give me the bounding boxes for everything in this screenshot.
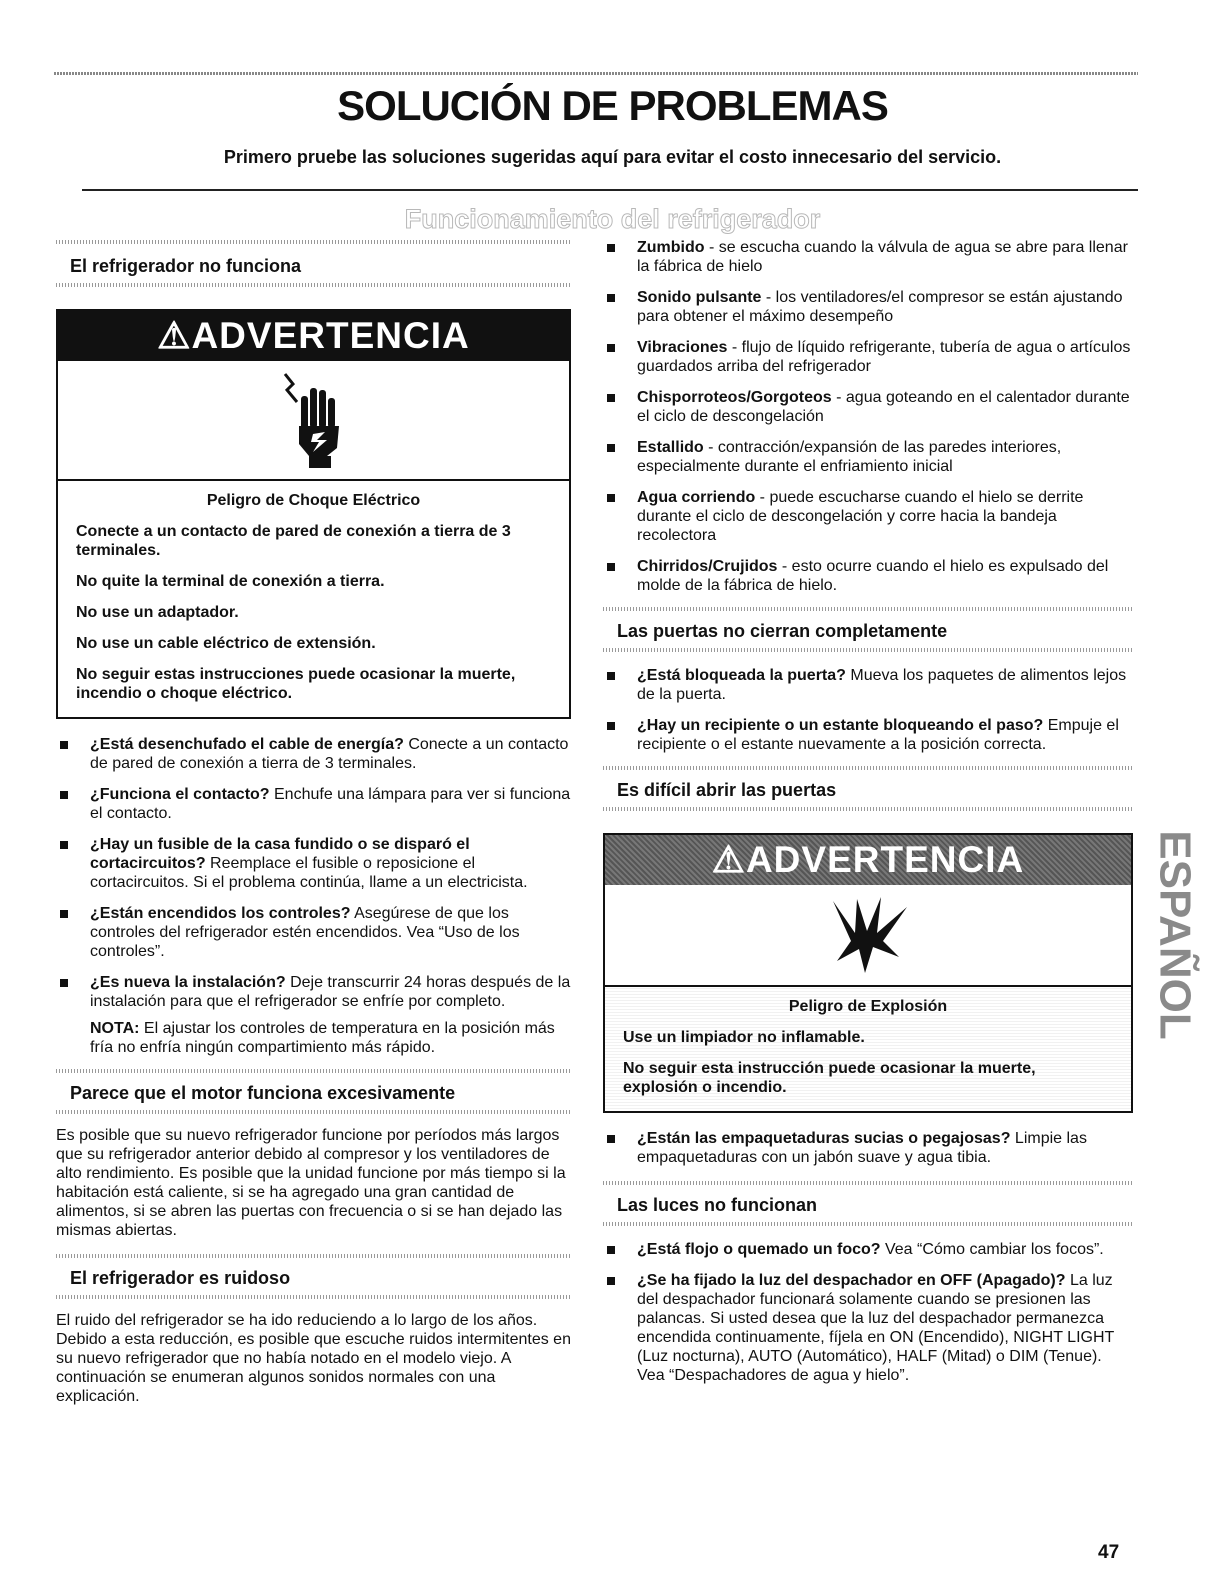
- list-item: ¿Hay un fusible de la casa fundido o se disparó el cortacircuitos? Reemplace el fusible o reposicione el cortacircuitos. Si el problema continúa, llame a un electricista.: [56, 835, 571, 892]
- heading-no-funciona: El refrigerador no funciona: [70, 256, 302, 276]
- bullet-icon: [607, 444, 615, 452]
- list-item: ¿Hay un recipiente o un estante bloqueando el paso? Empuje el recipiente o el estante nuevamente a la posición correcta.: [603, 716, 1133, 754]
- warning-icon-area: [605, 885, 1131, 987]
- explosion-icon: [823, 895, 913, 975]
- warning-box-shock: [56, 309, 571, 719]
- divider: [603, 1222, 1133, 1226]
- list-item: Chisporroteos/Gorgoteos - agua goteando en el calentador durante el ciclo de descongelación: [603, 388, 1133, 426]
- list-item: Zumbido - se escucha cuando la válvula de agua se abre para llenar la fábrica de hielo: [603, 238, 1133, 276]
- page-number: 47: [1098, 1542, 1120, 1563]
- bullet-icon: [607, 1246, 615, 1254]
- divider: [603, 807, 1133, 811]
- warning-line: Use un limpiador no inflamable.: [623, 1029, 865, 1046]
- list-item: ¿Está desenchufado el cable de energía? Conecte a un contacto de pared de conexión a tierra de 3 terminales.: [56, 735, 571, 773]
- bullet-icon: [607, 294, 615, 302]
- list-item: ¿Es nueva la instalación? Deje transcurrir 24 horas después de la instalación para que el refrigerador se enfríe por completo.: [56, 973, 571, 1011]
- hazard-title: Peligro de Explosión: [788, 998, 948, 1015]
- warning-body: [605, 987, 1131, 1111]
- warning-line: No seguir esta instrucción puede ocasionar la muerte, explosión o incendio.: [623, 1060, 1036, 1096]
- list-item: Agua corriendo - puede escucharse cuando el hielo se derrite durante el ciclo de descongelación y corre hacia la bandeja recolectora: [603, 488, 1133, 545]
- warning-line: No use un adaptador.: [76, 604, 239, 621]
- warning-line: No seguir estas instrucciones puede ocasionar la muerte, incendio o choque eléctrico.: [76, 666, 516, 702]
- checklist-no-funciona: [56, 735, 571, 1011]
- list-item: Vibraciones - flujo de líquido refrigerante, tubería de agua o artículos guardados arriba del refrigerador: [603, 338, 1133, 376]
- bullet-icon: [607, 344, 615, 352]
- list-item: ¿Se ha fijado la luz del despachador en OFF (Apagado)? La luz del despachador funcionará solamente cuando se presionen las palancas. Si usted desea que la luz del despachador permanezca encendida continuamente, fíjela en ON (Encendido), NIGHT LIGHT (Luz nocturna), AUTO (Automático), HALF (Mitad) o DIM (Tenue). Vea “Despachadores de agua y hielo”.: [603, 1271, 1133, 1385]
- right-column: [603, 238, 1133, 1397]
- bullet-icon: [60, 841, 68, 849]
- warning-triangle-icon: ⚠: [711, 839, 746, 880]
- bullet-icon: [607, 494, 615, 502]
- warning-header-label: ADVERTENCIA: [191, 315, 470, 356]
- list-item: ¿Están encendidos los controles? Asegúrese de que los controles del refrigerador estén encendidos. Vea “Uso de los controles”.: [56, 904, 571, 961]
- divider: [603, 648, 1133, 652]
- divider: [56, 283, 571, 287]
- bullet-icon: [60, 741, 68, 749]
- electric-shock-hand-icon: [279, 370, 349, 470]
- warning-header: [605, 835, 1131, 885]
- language-side-tab: [1150, 815, 1200, 1055]
- heading-puertas-cierran: Las puertas no cierran completamente: [617, 621, 948, 641]
- checklist-puertas-cierran: [603, 666, 1133, 754]
- paragraph-ruidoso: El ruido del refrigerador se ha ido reduciendo a lo largo de los años. Debido a esta reducción, es posible que escuche ruidos intermitentes en su nuevo refrigerador que no había notado en el modelo viejo. A continuación se enumeran algunos sonidos normales con una explicación.: [56, 1312, 571, 1405]
- top-dotted-rule: [54, 72, 1138, 75]
- warning-triangle-icon: ⚠: [157, 315, 192, 356]
- bullet-icon: [607, 394, 615, 402]
- paragraph-motor: Es posible que su nuevo refrigerador funcione por períodos más largos que su refrigerador anterior debido al compresor y los ventiladores de alto rendimiento. Es posible que la unidad funcione por más tiempo si la habitación está caliente, si se ha agregado una gran cantidad de alimentos, si se abren las puertas con frecuencia o si se han dejado las mismas abiertas.: [56, 1127, 566, 1239]
- list-item: ¿Está bloqueada la puerta? Mueva los paquetes de alimentos lejos de la puerta.: [603, 666, 1133, 704]
- warning-line: Conecte a un contacto de pared de conexión a tierra de 3 terminales.: [76, 523, 511, 559]
- checklist-luces: [603, 1240, 1133, 1385]
- hazard-title: Peligro de Choque Eléctrico: [206, 492, 421, 509]
- warning-icon-area: [58, 361, 569, 481]
- list-item: Chirridos/Crujidos - esto ocurre cuando el hielo es expulsado del molde de la fábrica de hielo.: [603, 557, 1133, 595]
- bullet-icon: [607, 563, 615, 571]
- checklist-abrir-puertas: [603, 1129, 1133, 1167]
- warning-body: [58, 481, 569, 717]
- warning-box-explosion: [603, 833, 1133, 1113]
- note: NOTA: El ajustar los controles de temperatura en la posición más fría no enfría ningún compartimiento más rápido.: [90, 1020, 555, 1056]
- language-side-tab-label: ESPAÑOL: [1150, 830, 1200, 1040]
- divider: [56, 1295, 571, 1299]
- list-item: ¿Está flojo o quemado un foco? Vea “Cómo cambiar los focos”.: [603, 1240, 1133, 1259]
- warning-header: [58, 311, 569, 361]
- heading-luces: Las luces no funcionan: [617, 1195, 818, 1215]
- bullet-icon: [607, 1135, 615, 1143]
- bullet-icon: [607, 722, 615, 730]
- sounds-list: [603, 238, 1133, 595]
- page-subtitle: Primero pruebe las soluciones sugeridas aquí para evitar el costo innecesario del servicio.: [223, 147, 1002, 167]
- divider: [56, 1110, 571, 1114]
- list-item: ¿Están las empaquetaduras sucias o pegajosas? Limpie las empaquetaduras con un jabón suave y agua tibia.: [603, 1129, 1133, 1167]
- heading-abrir-puertas: Es difícil abrir las puertas: [617, 780, 837, 800]
- list-item: Sonido pulsante - los ventiladores/el compresor se están ajustando para obtener el máximo desempeño: [603, 288, 1133, 326]
- page-title: SOLUCIÓN DE PROBLEMAS: [337, 82, 888, 129]
- list-item: Estallido - contracción/expansión de las paredes interiores, especialmente durante el enfriamiento inicial: [603, 438, 1133, 476]
- bullet-icon: [607, 1277, 615, 1285]
- header-divider: [82, 189, 1138, 191]
- heading-ruidoso: El refrigerador es ruidoso: [70, 1268, 291, 1288]
- heading-motor: Parece que el motor funciona excesivamente: [70, 1083, 456, 1103]
- list-item: ¿Funciona el contacto? Enchufe una lámpara para ver si funciona el contacto.: [56, 785, 571, 823]
- bullet-icon: [60, 979, 68, 987]
- warning-line: No quite la terminal de conexión a tierra.: [76, 573, 385, 590]
- warning-line: No use un cable eléctrico de extensión.: [76, 635, 376, 652]
- bullet-icon: [607, 672, 615, 680]
- warning-header-label: ADVERTENCIA: [745, 839, 1025, 880]
- bullet-icon: [60, 910, 68, 918]
- section-title: Funcionamiento del refrigerador: [404, 204, 821, 234]
- left-column: [56, 240, 571, 1406]
- bullet-icon: [60, 791, 68, 799]
- bullet-icon: [607, 244, 615, 252]
